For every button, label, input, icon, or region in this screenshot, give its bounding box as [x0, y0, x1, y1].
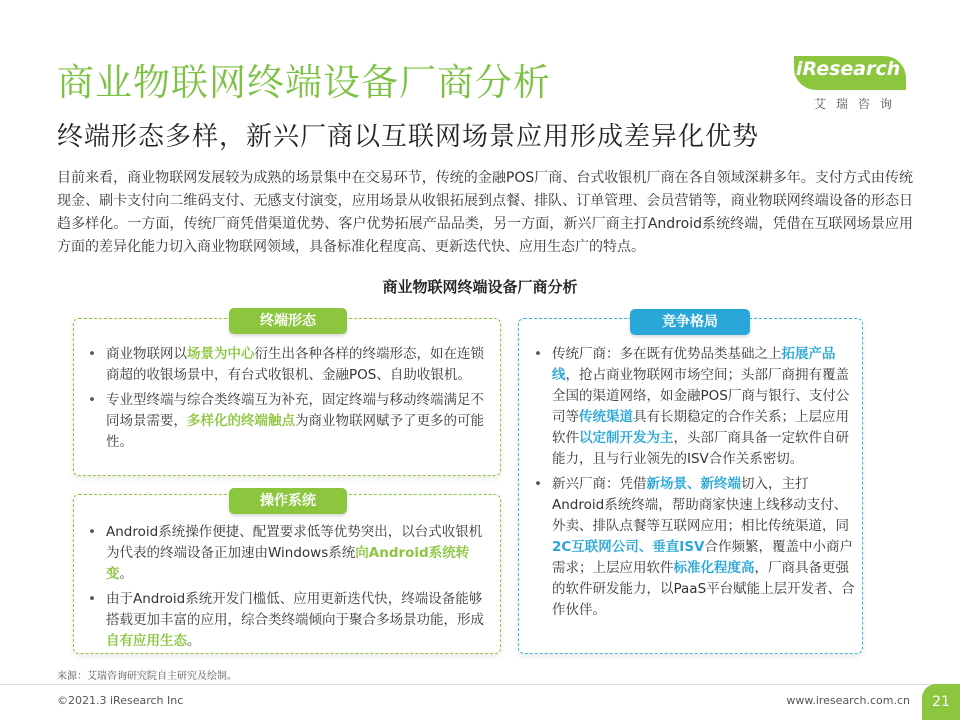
highlight-text: 2C互联网公司、垂直ISV: [552, 539, 705, 555]
body-text: 由于Android系统开发门槛低、应用更新迭代快，终端设备能够搭载更加丰富的应用，综合类终端倾向于聚合多场景功能，形成: [106, 591, 484, 628]
highlight-text: 标准化程度高: [673, 560, 755, 576]
page-title: 商业物联网终端设备厂商分析: [57, 61, 551, 104]
highlight-text: 多样化的终端触点: [187, 413, 295, 429]
terminal-form-label: 终端形态: [229, 308, 347, 334]
copyright: ©2021.3 iResearch Inc: [57, 694, 184, 707]
body-text: 专业型终端与综合类终端互为补充，固定终端与移动终端满足不同场景需要，: [106, 392, 484, 429]
body-text: 传统厂商：多在既有优势品类基础之上: [552, 346, 782, 362]
body-text: 具有长期稳定的合作关系；上层应用软件: [552, 409, 849, 446]
intro-paragraph: 目前来看，商业物联网发展较为成熟的场景集中在交易环节，传统的金融POS厂商、台式收银机厂商在各自领域深耕多年。支付方式由传统现金、刷卡支付向二维码支付、无感支付演变，应用场景从收银拓展到点餐、排队、订单管理、会员营销等，商业物联网终端设备的形态日趋多样化。一方面，传统厂商凭借渠道优势、客户优势拓展产品品类，另一方面，新兴厂商主打Android系统终端，凭借在互联网场景应用方面的差异化能力切入商业物联网领域，具备标准化程度高、更新迭代快、应用生态广的特点。: [57, 170, 913, 255]
iresearch-logo: [778, 50, 906, 110]
terminal-form-list: [84, 344, 492, 453]
body-text: ，厂商具备更强的软件研发能力，以PaaS平台赋能上层开发者、合作伙伴。: [552, 560, 855, 618]
body-text: Android系统操作便捷、配置要求低等优势突出，以台式收银机为代表的终端设备正加速由Windows系统: [106, 524, 483, 561]
body-text: 合作频繁，覆盖中小商户需求；上层应用软件: [552, 539, 853, 576]
diagram-title: 商业物联网终端设备厂商分析: [382, 278, 578, 296]
body-text: 商业物联网以: [106, 346, 187, 362]
body-text: 。: [187, 633, 201, 649]
highlight-text: 自有应用生态: [106, 633, 187, 649]
body-text: ，头部厂商具备一定软件自研能力，且与行业领先的ISV合作关系密切。: [552, 430, 849, 467]
highlight-text: 新场景、新终端: [646, 476, 741, 492]
highlight-text: 传统渠道: [579, 409, 633, 425]
page-number: 21: [922, 684, 960, 720]
website-url: www.iresearch.com.cn: [786, 694, 910, 707]
highlight-text: 向Android系统转变: [106, 545, 470, 582]
operating-system-list: [84, 522, 492, 652]
competition-list: [530, 344, 856, 621]
body-text: 衍生出各种各样的终端形态，如在连锁商超的收银场景中，有台式收银机、金融POS、自助收银机。: [106, 346, 484, 383]
list-item: [84, 390, 492, 453]
page-subtitle: 终端形态多样，新兴厂商以互联网场景应用形成差异化优势: [57, 122, 760, 152]
list-item: [530, 344, 856, 470]
footer-divider: [0, 684, 960, 685]
body-text: 切入，主打Android系统终端，帮助商家快速上线移动支付、外卖、排队点餐等互联网应用；相比传统渠道，同: [552, 476, 849, 534]
list-item: [84, 344, 492, 386]
highlight-text: 以定制开发为主: [579, 430, 674, 446]
body-text: 新兴厂商：凭借: [552, 476, 647, 492]
highlight-text: 拓展产品线: [552, 346, 836, 383]
list-item: [530, 474, 856, 621]
body-text: 。: [119, 566, 133, 582]
logo-subtext: 艾瑞咨询: [814, 97, 903, 111]
body-text: ，抢占商业物联网市场空间；头部厂商拥有覆盖全国的渠道网络，如金融POS厂商与银行、支付公司等: [552, 367, 850, 425]
source-note: 来源：艾瑞咨询研究院自主研究及绘制。: [57, 671, 237, 682]
list-item: [84, 522, 492, 585]
operating-system-label: 操作系统: [229, 488, 347, 514]
logo-text: iResearch: [796, 58, 901, 80]
body-text: 为商业物联网赋予了更多的可能性。: [106, 413, 484, 450]
highlight-text: 场景为中心: [187, 346, 255, 362]
list-item: [84, 589, 492, 652]
competition-label: 竞争格局: [630, 309, 750, 335]
